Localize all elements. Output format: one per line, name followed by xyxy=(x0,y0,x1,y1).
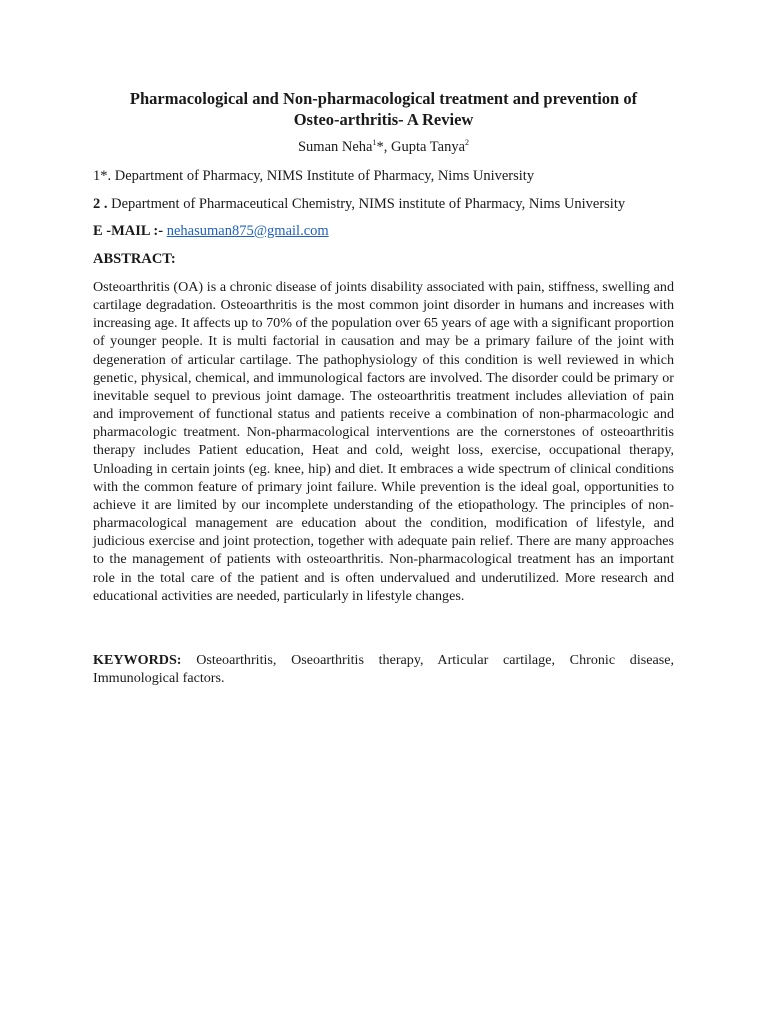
email-label: E -MAIL :- xyxy=(93,223,164,239)
abstract-body: Osteoarthritis (OA) is a chronic disease of joints disability associated with pain, stiffness, swelling and cartilage degradation. Osteoarthritis is the most common joint disorder in humans and increases with increasing age. It affects up to 70% of the population over 65 years of age with a significant proportion of younger people. It is multi factorial in causation and may be a primary failure of the joint with degeneration of articular cartilage. The pathophysiology of this condition is well reviewed in which genetic, physical, chemical, and immunological factors are involved. The disorder could be primary or inevitable sequel to previous joint damage. The osteoarthritis treatment includes alleviation of pain and improvement of functional status and patients receive a combination of non-pharmacologic and pharmacologic treatment. Non-pharmacological interventions are the cornerstones of osteoarthritis therapy includes Patient education, Heat and cold, weight loss, exercise, occupational therapy, Unloading in certain joints (eg. knee, hip) and diet. It embraces a wide spectrum of clinical conditions with the common feature of primary joint failure. While prevention is the ideal goal, opportunities to achieve it are limited by our incomplete understanding of the etiopathology. The principles of non-pharmacological management are education about the condition, modification of lifestyle, and judicious exercise and joint protection, together with adequate pain relief. There are many approaches to the management of patients with osteoarthritis. Non-pharmacological treatment has an important role in the total care of the patient and is often undervalued and underutilized. More research and educational activities are needed, particularly in lifestyle changes. xyxy=(93,279,674,604)
affiliation-2-number: 2 . xyxy=(93,196,108,212)
email-line xyxy=(93,222,674,240)
paper-title-line-1: Pharmacological and Non-pharmacological treatment and prevention of xyxy=(129,89,638,108)
author-line xyxy=(93,138,674,156)
affiliation-2-text: Department of Pharmaceutical Chemistry, NIMS institute of Pharmacy, Nims University xyxy=(107,196,626,212)
paper-title-line-2: Osteo-arthritis- A Review xyxy=(293,110,474,129)
abstract-heading: ABSTRACT: xyxy=(93,251,176,267)
corresponding-author-mark: *, xyxy=(376,139,391,155)
paper-title xyxy=(93,88,674,130)
author-2-superscript: 2 xyxy=(465,138,469,147)
affiliation-1: 1*. Department of Pharmacy, NIMS Institute of Pharmacy, Nims University xyxy=(93,168,535,184)
author-2-name: Gupta Tanya xyxy=(390,139,465,155)
keywords-label: KEYWORDS: xyxy=(93,652,182,668)
email-link[interactable]: nehasuman875@gmail.com xyxy=(166,223,329,239)
author-1-name: Suman Neha xyxy=(297,139,373,155)
affiliation-2 xyxy=(93,195,674,213)
author-1-superscript: 1 xyxy=(372,138,377,147)
keywords-text: Osteoarthritis, Oseoarthritis therapy, Articular cartilage, Chronic disease, Immunological factors. xyxy=(93,652,674,686)
keywords-line xyxy=(93,651,674,687)
